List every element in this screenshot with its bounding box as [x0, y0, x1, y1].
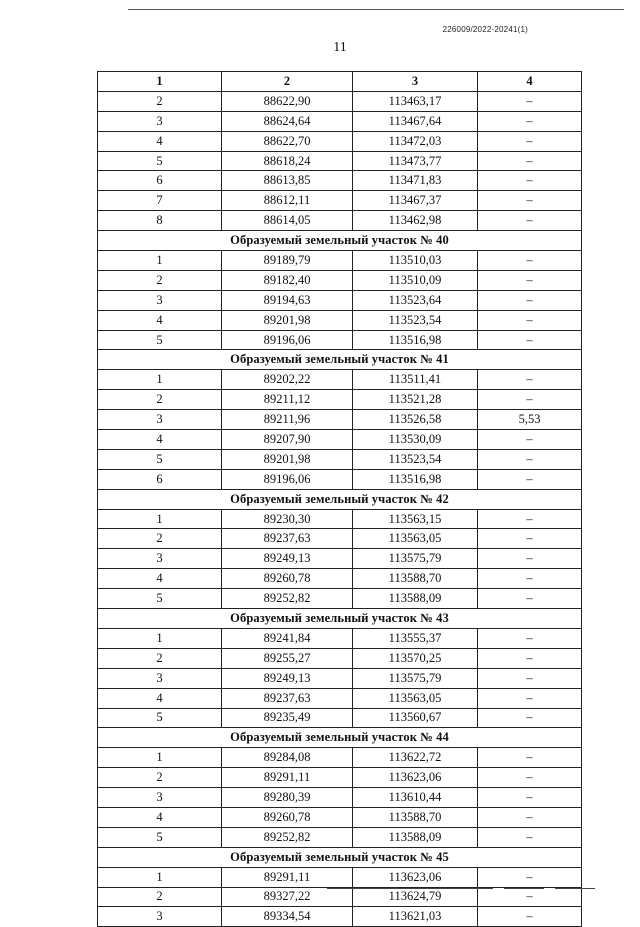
point-number: 1: [98, 370, 222, 390]
distance-value: –: [478, 211, 582, 231]
distance-value: –: [478, 390, 582, 410]
table-row: [98, 748, 582, 768]
distance-value: –: [478, 668, 582, 688]
distance-value: –: [478, 171, 582, 191]
plot-section-row: [98, 231, 582, 251]
coord-x: 89194,63: [222, 290, 353, 310]
coord-y: 113575,79: [353, 668, 478, 688]
coord-y: 113530,09: [353, 430, 478, 450]
coord-y: 113623,06: [353, 867, 478, 887]
table-row: [98, 330, 582, 350]
coord-y: 113563,05: [353, 688, 478, 708]
coord-y: 113622,72: [353, 748, 478, 768]
distance-value: –: [478, 708, 582, 728]
distance-value: –: [478, 529, 582, 549]
distance-value: –: [478, 648, 582, 668]
coord-x: 89284,08: [222, 748, 353, 768]
coord-y: 113555,37: [353, 628, 478, 648]
distance-value: –: [478, 688, 582, 708]
point-number: 5: [98, 589, 222, 609]
table-row: [98, 91, 582, 111]
coord-x: 89182,40: [222, 270, 353, 290]
coord-y: 113523,54: [353, 310, 478, 330]
table-row: [98, 688, 582, 708]
column-header: 4: [478, 72, 582, 92]
table-row: [98, 628, 582, 648]
coord-y: 113473,77: [353, 151, 478, 171]
plot-section-row: [98, 609, 582, 629]
column-header: 3: [353, 72, 478, 92]
point-number: 6: [98, 469, 222, 489]
coord-y: 113523,54: [353, 449, 478, 469]
distance-value: –: [478, 290, 582, 310]
distance-value: –: [478, 788, 582, 808]
distance-value: –: [478, 628, 582, 648]
coord-x: 89255,27: [222, 648, 353, 668]
coord-x: 89237,63: [222, 529, 353, 549]
distance-value: –: [478, 251, 582, 271]
point-number: 4: [98, 688, 222, 708]
coord-x: 88622,70: [222, 131, 353, 151]
plot-section-title: Образуемый земельный участок № 45: [98, 847, 582, 867]
table-row: [98, 827, 582, 847]
distance-value: –: [478, 827, 582, 847]
coord-y: 113588,70: [353, 807, 478, 827]
point-number: 2: [98, 887, 222, 907]
coord-y: 113624,79: [353, 887, 478, 907]
table-row: [98, 469, 582, 489]
coord-y: 113610,44: [353, 788, 478, 808]
plot-section-title: Образуемый земельный участок № 43: [98, 609, 582, 629]
coord-x: 89202,22: [222, 370, 353, 390]
bottom-rule: [327, 888, 493, 889]
table-row: [98, 887, 582, 907]
distance-value: –: [478, 191, 582, 211]
distance-value: 5,53: [478, 410, 582, 430]
coord-y: 113463,17: [353, 91, 478, 111]
coord-y: 113516,98: [353, 330, 478, 350]
table-row: [98, 370, 582, 390]
table-row: [98, 410, 582, 430]
table-row: [98, 310, 582, 330]
point-number: 3: [98, 788, 222, 808]
point-number: 3: [98, 111, 222, 131]
table-row: [98, 290, 582, 310]
bottom-rule: [555, 888, 595, 889]
plot-section-row: [98, 728, 582, 748]
distance-value: –: [478, 867, 582, 887]
plot-section-row: [98, 489, 582, 509]
distance-value: –: [478, 430, 582, 450]
coord-x: 89237,63: [222, 688, 353, 708]
plot-section-row: [98, 847, 582, 867]
table-row: [98, 251, 582, 271]
distance-value: –: [478, 569, 582, 589]
point-number: 1: [98, 628, 222, 648]
coord-y: 113560,67: [353, 708, 478, 728]
point-number: 4: [98, 131, 222, 151]
point-number: 2: [98, 270, 222, 290]
coord-x: 89252,82: [222, 827, 353, 847]
point-number: 6: [98, 171, 222, 191]
table-row: [98, 111, 582, 131]
distance-value: –: [478, 270, 582, 290]
distance-value: –: [478, 768, 582, 788]
table-row: [98, 788, 582, 808]
distance-value: –: [478, 509, 582, 529]
point-number: 8: [98, 211, 222, 231]
table-row: [98, 191, 582, 211]
coord-y: 113462,98: [353, 211, 478, 231]
distance-value: –: [478, 310, 582, 330]
point-number: 2: [98, 648, 222, 668]
table-row: [98, 270, 582, 290]
point-number: 4: [98, 430, 222, 450]
point-number: 3: [98, 290, 222, 310]
coord-x: 88624,64: [222, 111, 353, 131]
table-row: [98, 211, 582, 231]
coord-y: 113563,05: [353, 529, 478, 549]
coord-y: 113523,64: [353, 290, 478, 310]
table-row: [98, 768, 582, 788]
table-row: [98, 529, 582, 549]
coord-x: 89280,39: [222, 788, 353, 808]
table-row: [98, 589, 582, 609]
table-row: [98, 668, 582, 688]
page-number: 11: [333, 40, 347, 55]
point-number: 1: [98, 867, 222, 887]
coord-x: 88612,11: [222, 191, 353, 211]
coord-x: 89189,79: [222, 251, 353, 271]
distance-value: –: [478, 907, 582, 927]
table-row: [98, 708, 582, 728]
coord-x: 89207,90: [222, 430, 353, 450]
coord-y: 113511,41: [353, 370, 478, 390]
plot-section-title: Образуемый земельный участок № 41: [98, 350, 582, 370]
distance-value: –: [478, 131, 582, 151]
coord-y: 113588,70: [353, 569, 478, 589]
point-number: 3: [98, 668, 222, 688]
coord-x: 89201,98: [222, 449, 353, 469]
table-row: [98, 449, 582, 469]
coord-x: 89249,13: [222, 549, 353, 569]
coord-x: 88622,90: [222, 91, 353, 111]
point-number: 2: [98, 768, 222, 788]
coord-x: 89196,06: [222, 469, 353, 489]
coord-x: 89252,82: [222, 589, 353, 609]
point-number: 5: [98, 827, 222, 847]
coord-y: 113570,25: [353, 648, 478, 668]
coord-x: 89196,06: [222, 330, 353, 350]
column-header: 1: [98, 72, 222, 92]
point-number: 7: [98, 191, 222, 211]
coord-x: 89260,78: [222, 807, 353, 827]
point-number: 3: [98, 907, 222, 927]
coordinates-table: [97, 71, 582, 927]
coord-x: 89211,12: [222, 390, 353, 410]
coord-x: 89235,49: [222, 708, 353, 728]
coord-y: 113510,09: [353, 270, 478, 290]
distance-value: –: [478, 449, 582, 469]
coord-y: 113563,15: [353, 509, 478, 529]
top-rule: [128, 9, 624, 10]
coord-x: 88613,85: [222, 171, 353, 191]
table-row: [98, 907, 582, 927]
coord-x: 89241,84: [222, 628, 353, 648]
table-row: [98, 131, 582, 151]
document-id: 226009/2022-20241(1): [442, 25, 528, 34]
coord-y: 113467,37: [353, 191, 478, 211]
point-number: 3: [98, 549, 222, 569]
distance-value: –: [478, 748, 582, 768]
distance-value: –: [478, 151, 582, 171]
plot-section-title: Образуемый земельный участок № 44: [98, 728, 582, 748]
point-number: 5: [98, 330, 222, 350]
distance-value: –: [478, 111, 582, 131]
point-number: 2: [98, 529, 222, 549]
table-row: [98, 648, 582, 668]
plot-section-title: Образуемый земельный участок № 42: [98, 489, 582, 509]
coord-y: 113467,64: [353, 111, 478, 131]
table-row: [98, 151, 582, 171]
coord-y: 113621,03: [353, 907, 478, 927]
table-row: [98, 430, 582, 450]
coord-y: 113510,03: [353, 251, 478, 271]
point-number: 3: [98, 410, 222, 430]
point-number: 2: [98, 390, 222, 410]
coord-x: 89327,22: [222, 887, 353, 907]
coord-x: 89334,54: [222, 907, 353, 927]
point-number: 5: [98, 708, 222, 728]
distance-value: –: [478, 370, 582, 390]
distance-value: –: [478, 91, 582, 111]
point-number: 4: [98, 310, 222, 330]
distance-value: –: [478, 549, 582, 569]
coord-y: 113521,28: [353, 390, 478, 410]
distance-value: –: [478, 469, 582, 489]
point-number: 1: [98, 251, 222, 271]
point-number: 4: [98, 569, 222, 589]
point-number: 1: [98, 748, 222, 768]
table-row: [98, 569, 582, 589]
table-row: [98, 509, 582, 529]
coord-y: 113516,98: [353, 469, 478, 489]
plot-section-row: [98, 350, 582, 370]
coord-x: 89291,11: [222, 768, 353, 788]
coord-y: 113588,09: [353, 827, 478, 847]
coord-x: 88614,05: [222, 211, 353, 231]
point-number: 5: [98, 449, 222, 469]
coord-x: 89291,11: [222, 867, 353, 887]
coord-x: 89211,96: [222, 410, 353, 430]
bottom-rule: [504, 888, 544, 889]
coord-y: 113588,09: [353, 589, 478, 609]
table-row: [98, 549, 582, 569]
column-header: 2: [222, 72, 353, 92]
coord-x: 89201,98: [222, 310, 353, 330]
coord-x: 89260,78: [222, 569, 353, 589]
distance-value: –: [478, 807, 582, 827]
table-header-row: [98, 72, 582, 92]
plot-section-title: Образуемый земельный участок № 40: [98, 231, 582, 251]
point-number: 4: [98, 807, 222, 827]
distance-value: –: [478, 330, 582, 350]
distance-value: –: [478, 887, 582, 907]
distance-value: –: [478, 589, 582, 609]
coord-x: 89230,30: [222, 509, 353, 529]
coord-y: 113526,58: [353, 410, 478, 430]
table-row: [98, 867, 582, 887]
table-row: [98, 390, 582, 410]
coord-y: 113623,06: [353, 768, 478, 788]
coord-y: 113472,03: [353, 131, 478, 151]
point-number: 1: [98, 509, 222, 529]
coord-x: 89249,13: [222, 668, 353, 688]
point-number: 2: [98, 91, 222, 111]
coord-y: 113471,83: [353, 171, 478, 191]
coord-y: 113575,79: [353, 549, 478, 569]
table-row: [98, 807, 582, 827]
coord-x: 88618,24: [222, 151, 353, 171]
table-row: [98, 171, 582, 191]
point-number: 5: [98, 151, 222, 171]
